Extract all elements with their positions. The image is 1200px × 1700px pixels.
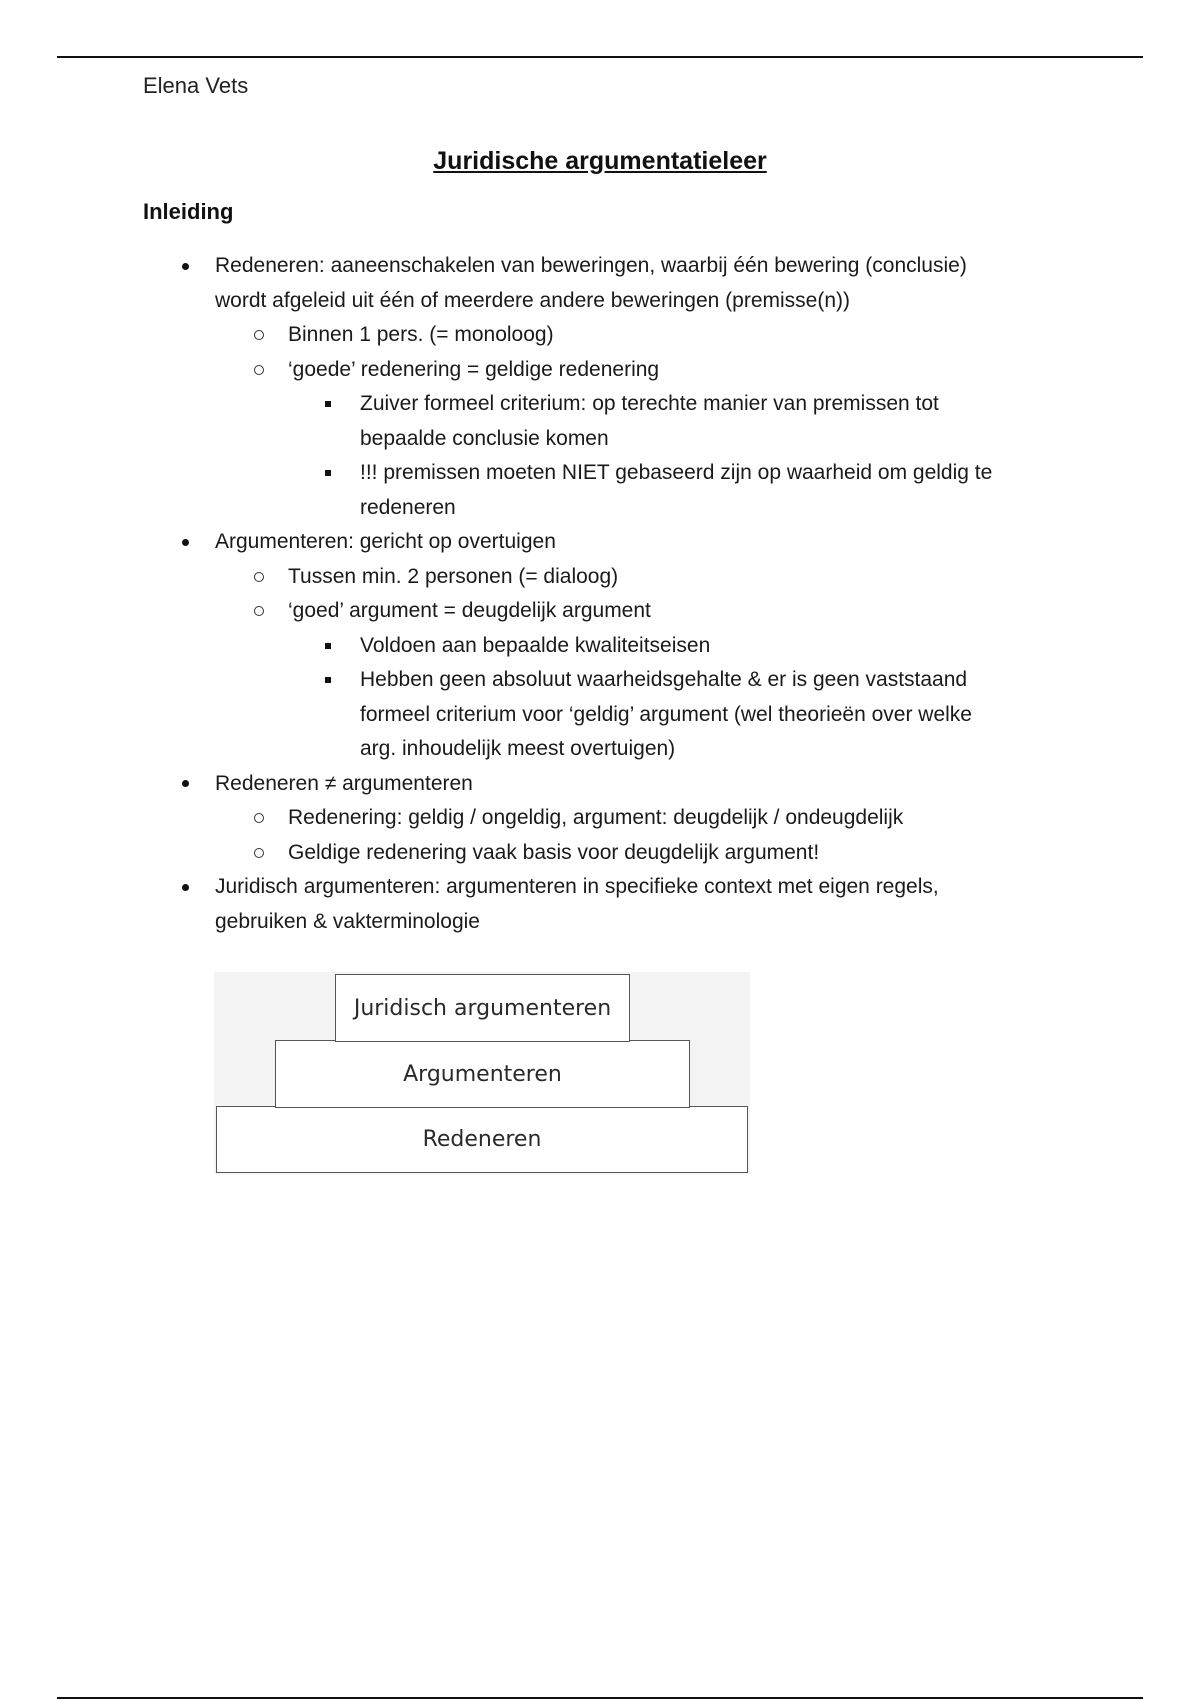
circle-bullet-icon <box>250 594 268 629</box>
bullet-icon <box>176 870 194 905</box>
square-bullet-icon <box>319 387 337 422</box>
sub-list-item <box>0 560 1200 595</box>
footer-rule <box>57 1697 1143 1699</box>
list-item-continuation <box>0 422 1200 457</box>
list-item-text: redeneren <box>360 495 456 519</box>
pyramid-level-bottom: Redeneren <box>216 1106 748 1173</box>
sub-list-item <box>0 836 1200 871</box>
list-item-text: Juridisch argumenteren: argumenteren in specifieke context met eigen regels, <box>215 875 939 898</box>
list-item-text: Geldige redenering vaak basis voor deugdelijk argument! <box>288 840 820 864</box>
section-heading: Inleiding <box>143 199 234 224</box>
square-bullet-icon <box>319 456 337 491</box>
list-item-text: ‘goede’ redenering = geldige redenering <box>288 357 660 381</box>
list-item-text: Zuiver formeel criterium: op terechte manier van premissen tot <box>360 392 939 415</box>
header-rule <box>57 56 1143 58</box>
pyramid-level-top: Juridisch argumenteren <box>335 974 630 1042</box>
list-item <box>0 249 1200 284</box>
sub-sub-list-item <box>0 663 1200 698</box>
bullet-list <box>0 249 1200 939</box>
sub-list-item <box>0 353 1200 388</box>
list-item <box>0 767 1200 802</box>
square-bullet-icon <box>319 629 337 664</box>
author-name: Elena Vets <box>143 73 249 98</box>
list-item-text: Voldoen aan bepaalde kwaliteitseisen <box>360 633 711 657</box>
sub-sub-list-item <box>0 456 1200 491</box>
list-item-continuation <box>0 491 1200 526</box>
list-item-text: bepaalde conclusie komen <box>360 426 609 450</box>
circle-bullet-icon <box>250 836 268 871</box>
list-item-continuation <box>0 905 1200 940</box>
sub-list-item <box>0 594 1200 629</box>
square-bullet-icon <box>319 663 337 698</box>
bullet-icon <box>176 767 194 802</box>
circle-bullet-icon <box>250 560 268 595</box>
pyramid-level-middle: Argumenteren <box>275 1040 690 1108</box>
list-item <box>0 525 1200 560</box>
list-item-text: Redeneren: aaneenschakelen van beweringen, waarbij één bewering (conclusie) <box>215 254 967 277</box>
list-item-text: Argumenteren: gericht op overtuigen <box>215 530 556 553</box>
list-item-continuation <box>0 284 1200 319</box>
list-item-text: wordt afgeleid uit één of meerdere andere beweringen (premisse(n)) <box>215 288 851 312</box>
bullet-icon <box>176 525 194 560</box>
list-item-text: formeel criterium voor ‘geldig’ argument (wel theorieën over welke <box>360 702 972 726</box>
circle-bullet-icon <box>250 318 268 353</box>
list-item-text: Binnen 1 pers. (= monoloog) <box>288 323 554 346</box>
document-title: Juridische argumentatieleer <box>433 147 767 175</box>
sub-list-item <box>0 801 1200 836</box>
list-item-text: Redeneren ≠ argumenteren <box>215 771 473 795</box>
pyramid-diagram <box>214 972 750 1174</box>
list-item-text: arg. inhoudelijk meest overtuigen) <box>360 737 676 760</box>
sub-list-item <box>0 318 1200 353</box>
list-item-text: Redenering: geldig / ongeldig, argument: deugdelijk / ondeugdelijk <box>288 806 904 829</box>
list-item <box>0 870 1200 905</box>
list-item-continuation <box>0 698 1200 733</box>
list-item-text: !!! premissen moeten NIET gebaseerd zijn op waarheid om geldig te <box>360 461 993 484</box>
sub-sub-list-item <box>0 629 1200 664</box>
list-item-text: Tussen min. 2 personen (= dialoog) <box>288 564 619 588</box>
bullet-icon <box>176 249 194 284</box>
circle-bullet-icon <box>250 353 268 388</box>
sub-sub-list-item <box>0 387 1200 422</box>
list-item-text: Hebben geen absoluut waarheidsgehalte & er is geen vaststaand <box>360 668 968 691</box>
list-item-text: gebruiken & vakterminologie <box>215 909 480 933</box>
circle-bullet-icon <box>250 801 268 836</box>
list-item-text: ‘goed’ argument = deugdelijk argument <box>288 599 651 622</box>
list-item-continuation <box>0 732 1200 767</box>
